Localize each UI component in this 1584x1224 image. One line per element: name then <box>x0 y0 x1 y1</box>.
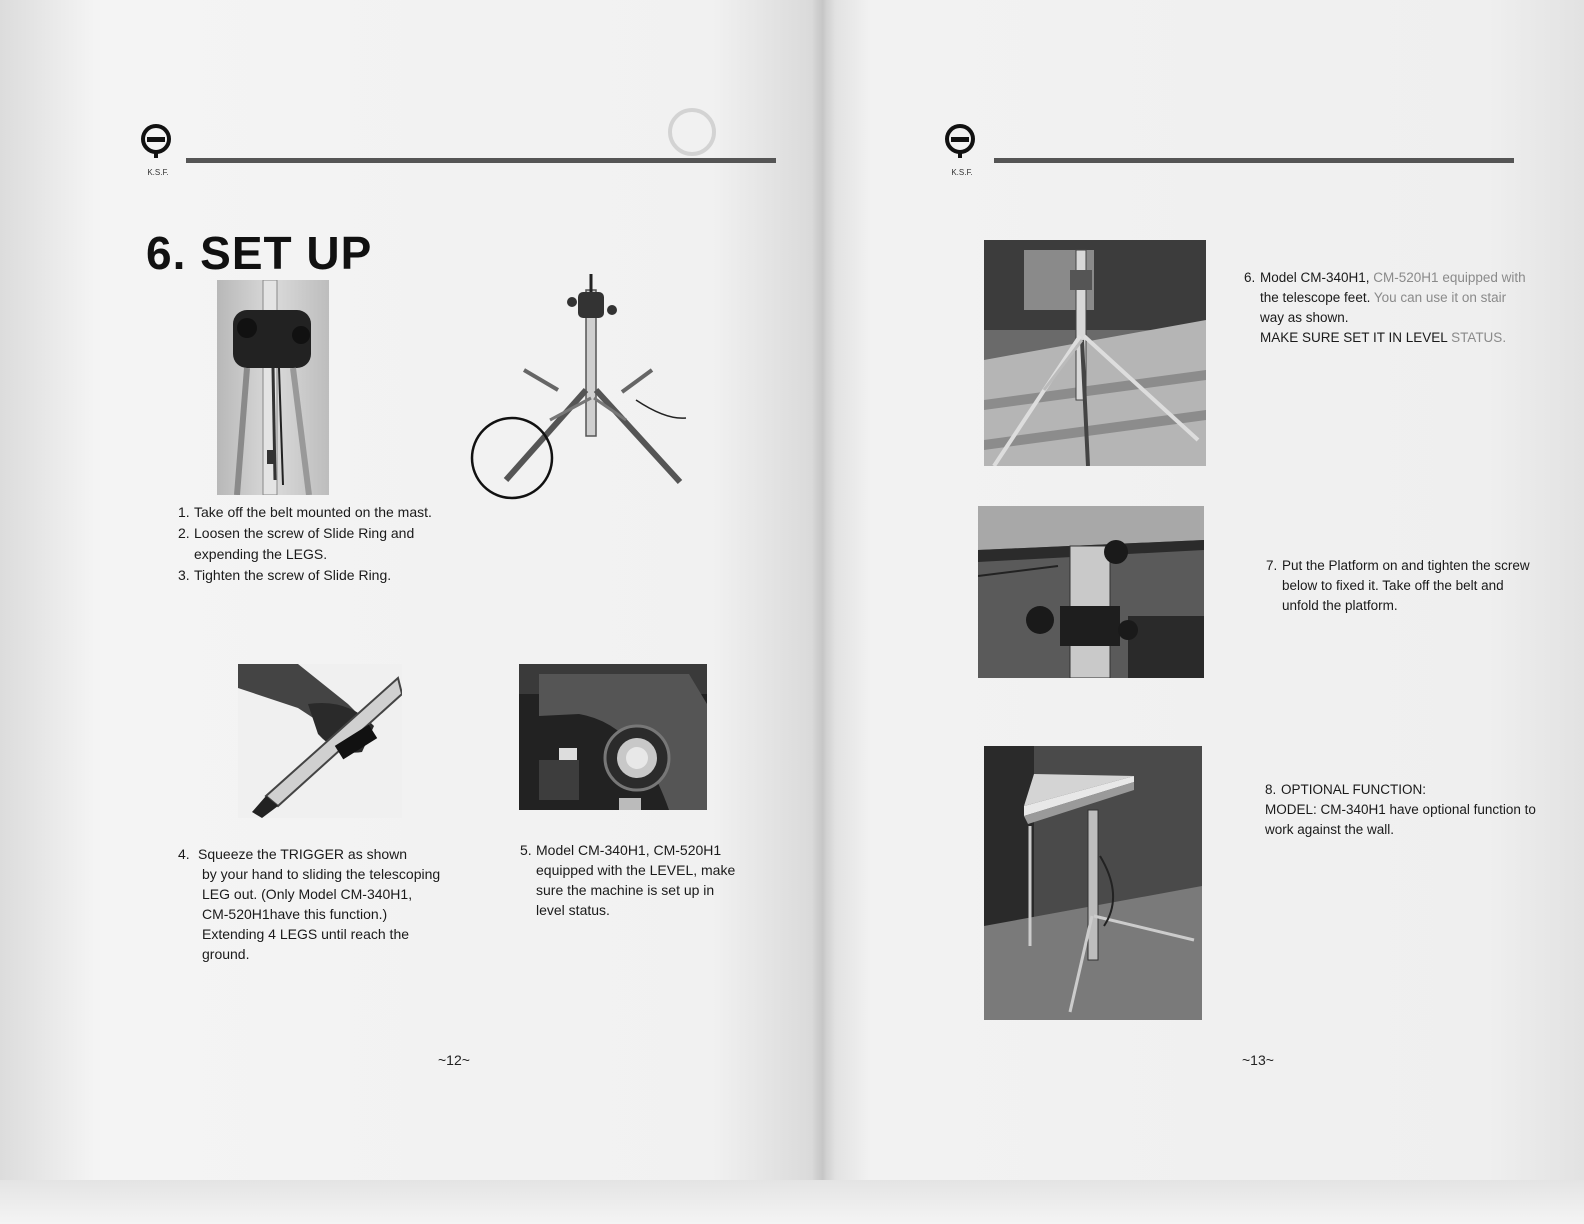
mast-belt-image <box>217 280 329 495</box>
steps-1-3 <box>178 502 478 586</box>
ksf-logo <box>136 124 184 184</box>
section-title-text: SET UP <box>200 227 373 279</box>
section-number: 6. <box>146 227 187 279</box>
level-image <box>519 664 707 810</box>
ksf-logo-icon <box>141 124 171 154</box>
step-2: 2. Loosen the screw of Slide Ring and expending the LEGS. <box>178 525 415 562</box>
step-6: 6. Model CM-340H1, CM-520H1 equipped with the telescope feet. You can use it on stair way as shown. MAKE SURE SET IT IN LEVEL STATUS. <box>1244 270 1526 345</box>
step-8: 8. OPTIONAL FUNCTION: MODEL: CM-340H1 have optional function to work against the wall. <box>1265 782 1536 837</box>
against-wall-image <box>984 746 1202 1020</box>
page-number-right: ~13~ <box>1242 1052 1274 1068</box>
step-3: 3. Tighten the screw of Slide Ring. <box>178 567 392 583</box>
step-5: 5. Model CM-340H1, CM-520H1 equipped with the LEVEL, make sure the machine is set up in level status. <box>520 842 736 918</box>
stairway-image <box>984 240 1206 466</box>
photo-mast-belt <box>217 280 329 495</box>
photo-level <box>519 664 707 810</box>
photo-against-wall <box>984 746 1202 1020</box>
page-right <box>830 0 1584 1224</box>
photo-stairway <box>984 240 1206 466</box>
ksf-logo-right <box>940 124 988 184</box>
step-1: 1. Take off the belt mounted on the mast. <box>178 504 432 520</box>
ksf-logo-right-text: K.S.F. <box>951 168 973 177</box>
step-7: 7. Put the Platform on and tighten the screw below to fixed it. Take off the belt and unfold the platform. <box>1266 558 1530 613</box>
platform-screw-image <box>978 506 1204 678</box>
step-4: 4. Squeeze the TRIGGER as shown by your hand to sliding the telescoping LEG out. (Only Model CM-340H1, CM-520H1have this function.) Extending 4 LEGS until reach the ground. <box>178 846 441 962</box>
page-number-left: ~12~ <box>438 1052 470 1068</box>
header-rule-right <box>994 158 1514 163</box>
tripod-legs-diagram <box>466 270 698 506</box>
section-title <box>146 226 372 280</box>
ksf-logo-text: K.S.F. <box>147 168 169 177</box>
photo-platform-screw <box>978 506 1204 678</box>
header-rule <box>186 158 776 163</box>
bleed-through-logo-icon <box>668 108 716 156</box>
tripod-diagram-image <box>466 270 698 506</box>
hand-trigger-image <box>238 664 402 818</box>
photo-hand-trigger <box>238 664 402 818</box>
ksf-logo-right-icon <box>945 124 975 154</box>
